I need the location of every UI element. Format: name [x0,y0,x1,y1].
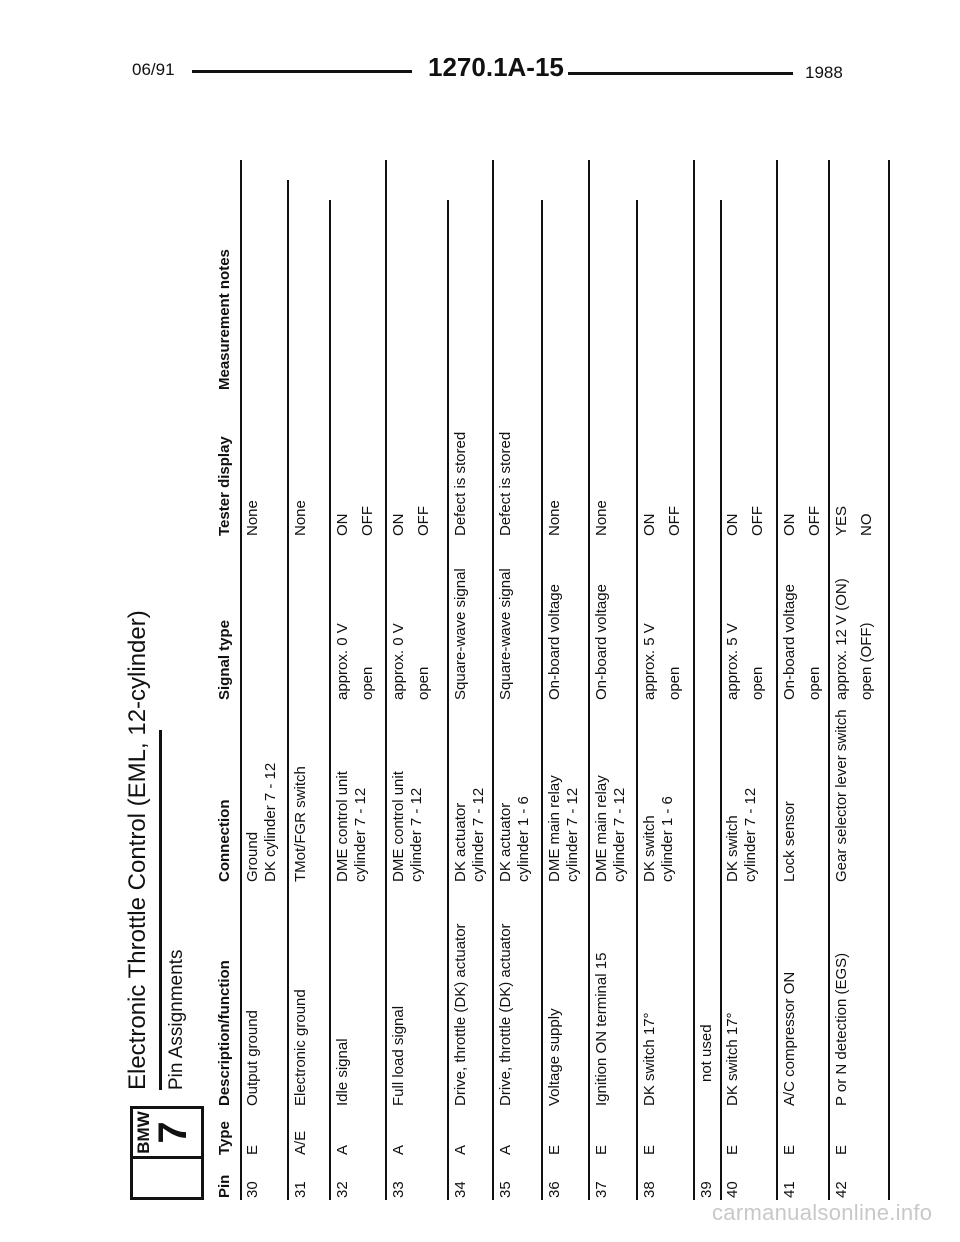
header-year: 1988 [805,63,843,82]
cell-tester-display: ON [724,513,741,536]
cell-connection: TMot/FGR switch [292,766,309,882]
title-rule [159,730,162,1090]
cell-connection: DME main relay [593,775,610,882]
cell-connection: cylinder 1 - 6 [515,796,532,882]
column-header-type: Type [216,1121,233,1155]
cell-signal-type: approx. 0 V [334,623,351,700]
cell-pin: 39 [698,1181,715,1198]
column-header-tester-display: Tester display [216,436,233,536]
cell-tester-display: ON [390,513,407,536]
watermark: carmanualsonline.info [712,1200,933,1225]
row-divider [287,180,289,1200]
cell-connection: Ground [244,831,261,882]
cell-connection: DK actuator [497,802,514,882]
header-rule-left [192,70,412,73]
cell-type: E [244,1144,261,1155]
column-header-pin: Pin [216,1174,233,1198]
cell-connection: cylinder 7 - 12 [408,787,425,882]
cell-type: E [641,1144,658,1155]
document-title: Electronic Throttle Control (EML, 12-cylinder) [124,610,151,1090]
cell-tester-display: None [244,500,261,536]
cell-tester-display: ON [641,513,658,536]
logo-blank-box [130,1156,204,1200]
cell-signal-type: approx. 5 V [641,623,658,700]
cell-connection: DK actuator [452,802,469,882]
cell-connection: cylinder 7 - 12 [742,787,759,882]
cell-signal-type: open [359,666,376,700]
cell-connection: DK switch [724,815,741,882]
row-divider [329,200,331,1200]
cell-signal-type: open [415,666,432,700]
cell-connection: Gear selector lever switch [833,709,850,882]
column-header-measurement-notes: Measurement notes [216,249,233,390]
cell-signal-type: On-board voltage [593,584,610,700]
cell-pin: 41 [781,1181,798,1198]
cell-tester-display: OFF [666,506,683,536]
cell-pin: 35 [497,1181,514,1198]
cell-type: E [833,1144,850,1155]
column-header-description: Description/function [216,960,233,1106]
cell-type: E [546,1144,563,1155]
cell-tester-display: NO [858,513,875,536]
cell-signal-type: Square-wave signal [497,568,514,700]
cell-type: E [724,1144,741,1155]
cell-pin: 37 [593,1181,610,1198]
cell-connection: cylinder 7 - 12 [352,787,369,882]
cell-tester-display: Defect is stored [452,431,469,536]
cell-signal-type: open [749,666,766,700]
cell-description: Electronic ground [292,989,309,1106]
cell-connection: DK switch [641,815,658,882]
cell-pin: 42 [833,1181,850,1198]
cell-signal-type: approx. 12 V (ON) [833,578,850,700]
cell-description: A/C compressor ON [781,971,798,1106]
cell-tester-display: Defect is stored [497,431,514,536]
column-header-signal-type: Signal type [216,619,233,700]
cell-type: A [497,1144,514,1155]
header-code: 1270.1A-15 [428,52,564,82]
cell-description: Voltage supply [546,1008,563,1106]
cell-tester-display: None [546,500,563,536]
row-divider [636,200,638,1200]
cell-description: DK switch 17° [724,1012,741,1106]
cell-description: Drive, throttle (DK) actuator [452,923,469,1106]
cell-tester-display: OFF [359,506,376,536]
cell-tester-display: None [593,500,610,536]
cell-signal-type: Square-wave signal [452,568,469,700]
cell-tester-display: YES [833,505,850,536]
row-divider [588,160,590,1200]
row-divider [541,200,543,1200]
cell-type: E [781,1144,798,1155]
cell-description: Drive, throttle (DK) actuator [497,923,514,1106]
cell-pin: 31 [292,1181,309,1198]
logo-brand: BMW [134,1111,153,1154]
cell-pin: 30 [244,1181,261,1198]
document-subtitle: Pin Assignments [166,949,187,1090]
cell-type: A [452,1144,469,1155]
cell-signal-type: open [666,666,683,700]
cell-description: Full load signal [390,1005,407,1106]
cell-signal-type: open (OFF) [858,622,875,700]
cell-pin: 33 [390,1181,407,1198]
header-rule-right [568,72,793,75]
logo-series: 7 [151,1121,195,1144]
row-divider [776,160,778,1200]
cell-tester-display: ON [781,513,798,536]
row-divider [828,160,830,1200]
cell-description: P or N detection (EGS) [833,952,850,1106]
cell-tester-display: OFF [415,506,432,536]
cell-type: E [593,1144,610,1155]
cell-pin: 34 [452,1181,469,1198]
cell-connection: DME main relay [546,775,563,882]
cell-pin: 38 [641,1181,658,1198]
cell-connection: DME control unit [334,771,351,882]
cell-connection: cylinder 7 - 12 [611,787,628,882]
row-divider [888,160,890,1200]
cell-type: A/E [292,1130,309,1155]
cell-tester-display: None [292,500,309,536]
cell-description: Idle signal [334,1038,351,1106]
cell-connection: Lock sensor [781,801,798,882]
row-divider [385,160,387,1200]
cell-connection: cylinder 7 - 12 [564,787,581,882]
cell-description: DK switch 17° [641,1012,658,1106]
bmw-logo [130,1106,204,1156]
cell-description: Ignition ON terminal 15 [593,952,610,1106]
cell-connection: cylinder 7 - 12 [470,787,487,882]
row-divider [720,200,722,1200]
cell-signal-type: approx. 5 V [724,623,741,700]
cell-connection: DK cylinder 7 - 12 [262,762,279,882]
cell-pin: 40 [724,1181,741,1198]
cell-connection: cylinder 1 - 6 [659,796,676,882]
row-divider [447,200,449,1200]
row-divider [693,160,695,1200]
cell-pin: 36 [546,1181,563,1198]
cell-type: A [334,1144,351,1155]
cell-tester-display: OFF [806,506,823,536]
cell-signal-type: On-board voltage [546,584,563,700]
cell-signal-type: On-board voltage [781,584,798,700]
cell-pin: 32 [334,1181,351,1198]
cell-tester-display: OFF [749,506,766,536]
cell-signal-type: approx. 0 V [390,623,407,700]
column-header-connection: Connection [216,799,233,882]
row-divider [240,160,242,1200]
cell-description: Output ground [244,1010,261,1106]
cell-type: A [390,1144,407,1155]
cell-signal-type: open [806,666,823,700]
cell-description: not used [698,1024,715,1082]
row-divider [492,160,494,1200]
cell-tester-display: ON [334,513,351,536]
cell-connection: DME control unit [390,771,407,882]
header-date: 06/91 [132,60,175,79]
rotated-page [120,100,875,1200]
